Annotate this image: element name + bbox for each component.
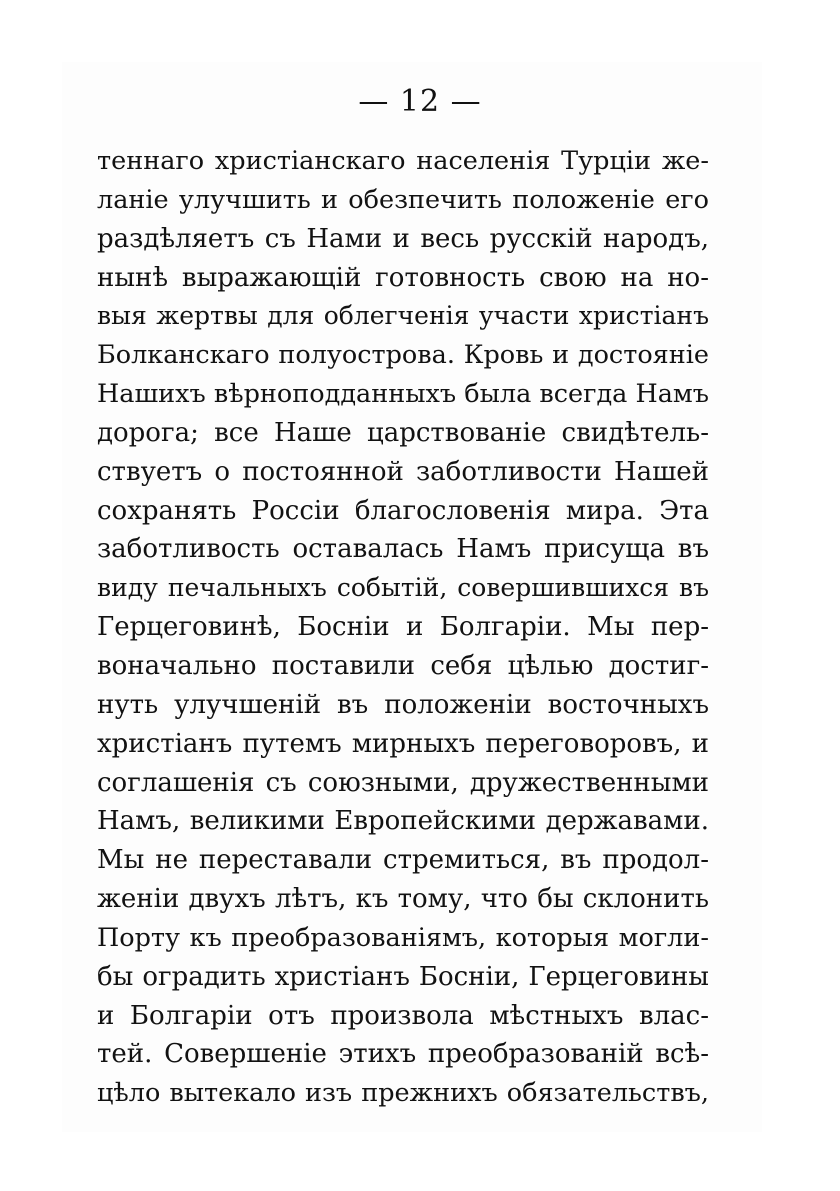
text-line: теннаго христіанскаго населенія Турціи же- bbox=[97, 146, 709, 176]
text-line: воначально поставили себя цѣлью достиг- bbox=[97, 650, 709, 681]
text-line: Герцеговинѣ, Босніи и Болгаріи. Мы пер- bbox=[97, 612, 709, 643]
text-line: дорога; все Наше царствованіе свидѣтель- bbox=[97, 417, 709, 448]
text-line: и Болгаріи отъ произвола мѣстныхъ влас- bbox=[97, 1000, 709, 1031]
text-line: раздѣляетъ съ Нами и весь русскій народъ, bbox=[97, 223, 709, 254]
text-line: Мы не переставали стремиться, въ продол- bbox=[97, 845, 709, 876]
text-line: нуть улучшеній въ положеніи восточныхъ bbox=[97, 689, 709, 720]
text-line: виду печальныхъ событій, совершившихся въ bbox=[97, 573, 709, 603]
text-line: ланіе улучшить и обезпечить положеніе его bbox=[97, 184, 709, 215]
text-line: Намъ, великими Европейскими державами. bbox=[97, 806, 709, 837]
text-line: христіанъ путемъ мирныхъ переговоровъ, и bbox=[97, 728, 709, 759]
text-line: соглашенія съ союзными, дружественными bbox=[97, 767, 709, 798]
text-line: нынѣ выражающій готовность свою на но- bbox=[97, 262, 709, 293]
text-line: выя жертвы для облегченія участи христіанъ bbox=[97, 301, 709, 331]
text-line: Нашихъ вѣрноподданныхъ была всегда Намъ bbox=[97, 379, 709, 410]
text-line: ствуетъ о постоянной заботливости Нашей bbox=[97, 456, 709, 487]
text-line: сохранять Россіи благословенія мира. Эта bbox=[97, 495, 709, 526]
text-line: Болканскаго полуострова. Кровь и достояніе bbox=[97, 340, 709, 371]
text-line: тей. Совершеніе этихъ преобразованій всѣ- bbox=[97, 1039, 709, 1070]
text-line: цѣло вытекало изъ прежнихъ обязательствъ, bbox=[97, 1078, 709, 1109]
text-line: Порту къ преобразованіямъ, которыя могли- bbox=[97, 922, 709, 953]
text-line: заботливость оставалась Намъ присуща въ bbox=[97, 534, 709, 565]
text-line: бы оградить христіанъ Босніи, Герцеговины bbox=[97, 961, 709, 992]
page-number: — 12 — bbox=[358, 84, 482, 119]
text-line: женіи двухъ лѣтъ, къ тому, что бы склонить bbox=[97, 884, 709, 915]
body-text bbox=[97, 142, 709, 1113]
